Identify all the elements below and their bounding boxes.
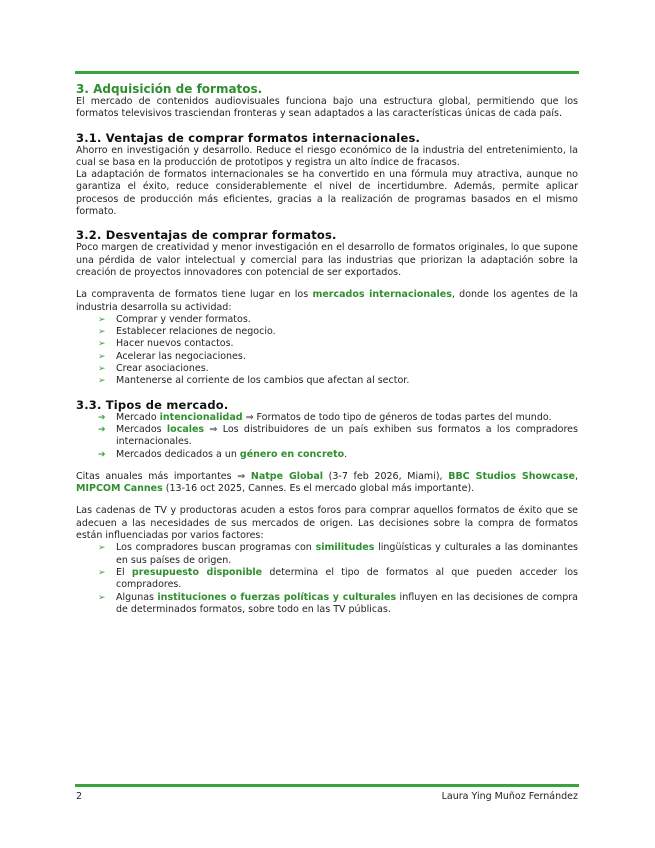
- list-item: ➢ El presupuesto disponible determina el tipo de formatos al que pueden acceder los compradores.: [98, 566, 578, 591]
- list-item: ➔ Mercados dedicados a un género en concreto.: [98, 448, 348, 460]
- section-3-3-heading: 3.3. Tipos de mercado.: [76, 397, 229, 412]
- arrow-bullet-icon: ➔: [98, 449, 106, 460]
- list-item: ➢ Algunas instituciones o fuerzas políticas y culturales influyen en las decisiones de compra de determinados formatos, sobre todo en las TV públicas.: [98, 591, 578, 615]
- chevron-bullet-icon: ➢: [98, 592, 106, 603]
- page-number: 2: [76, 791, 83, 802]
- list-item: ➢ Establecer relaciones de negocio.: [98, 326, 276, 338]
- section-3-1-paragraph-2: La adaptación de formatos internacionales se ha convertido en una fórmula muy atractiva, aunque no garantiza el éxito, reduce considerablemente el nivel de incertidumbre. Además, permite aplicar procesos de producción más eficientes, gracias a la realización de programas basados en el mismo formato.: [76, 169, 578, 218]
- list-item: ➢ Acelerar las negociaciones.: [98, 350, 246, 362]
- section-3-heading: 3. Adquisición de formatos.: [76, 82, 263, 96]
- section-3-2-paragraph-2: La compraventa de formatos tiene lugar en los mercados internacionales, donde los agentes de la industria desarrolla su actividad:: [76, 289, 578, 313]
- activities-list: [76, 314, 578, 388]
- chevron-bullet-icon: ➢: [98, 351, 106, 362]
- footer-rule: [75, 784, 579, 787]
- list-item: ➢ Mantenerse al corriente de los cambios que afectan al sector.: [98, 375, 410, 387]
- list-item: ➢ Hacer nuevos contactos.: [98, 338, 234, 350]
- list-item: ➢ Crear asociaciones.: [98, 363, 209, 375]
- chevron-bullet-icon: ➢: [98, 543, 106, 554]
- section-3-1-heading: 3.1. Ventajas de comprar formatos internacionales.: [76, 130, 421, 145]
- arrow-bullet-icon: ➔: [98, 412, 106, 423]
- section-3-2-heading: 3.2. Desventajas de comprar formatos.: [76, 228, 337, 243]
- list-item: ➔ Mercados locales ⇒ Los distribuidores de un país exhiben sus formatos a los compradores internacionales.: [98, 423, 578, 448]
- page-content: [76, 82, 578, 616]
- list-item: ➔ Mercado intencionalidad ⇒ Formatos de todo tipo de géneros de todas partes del mundo.: [98, 411, 552, 423]
- factors-list: [76, 542, 578, 616]
- chevron-bullet-icon: ➢: [98, 364, 106, 375]
- list-item: ➢ Los compradores buscan programas con similitudes lingüísticas y culturales a las dominantes en sus países de origen.: [98, 542, 579, 566]
- list-item: ➢ Comprar y vender formatos.: [98, 313, 251, 325]
- market-types-list: [76, 412, 578, 461]
- chevron-bullet-icon: ➢: [98, 327, 106, 338]
- chevron-bullet-icon: ➢: [98, 567, 106, 578]
- section-3-2-paragraph-1: Poco margen de creatividad y menor investigación en el desarrollo de formatos originales, lo que supone una pérdida de valor intelectual y comercial para las industrias que priorizan la adaptación sobre la creación de proyectos innovadores con potencial de ser exportados.: [76, 242, 578, 278]
- section-3-intro: El mercado de contenidos audiovisuales funciona bajo una estructura global, permitiendo que los formatos televisivos trasciendan fronteras y sean adaptados a las características únicas de cada país.: [76, 96, 578, 120]
- chevron-bullet-icon: ➢: [98, 376, 106, 387]
- chevron-bullet-icon: ➢: [98, 339, 106, 350]
- arrow-bullet-icon: ➔: [98, 424, 106, 435]
- highlight-mercados-internacionales: mercados internacionales: [312, 289, 452, 301]
- section-3-1-paragraph-1: Ahorro en investigación y desarrollo. Reduce el riesgo económico de la industria del entretenimiento, la cual se basa en la producción de prototipos y registra un alto índice de fracasos.: [76, 144, 578, 168]
- author-name: Laura Ying Muñoz Fernández: [441, 791, 578, 802]
- annual-events-paragraph: Citas anuales más importantes ⇒ Natpe Global (3-7 feb 2026, Miami), BBC Studios Showcase, MIPCOM Cannes (13-16 oct 2025, Cannes. Es el mercado global más importante).: [76, 470, 578, 495]
- chevron-bullet-icon: ➢: [98, 314, 106, 325]
- header-rule: [75, 71, 579, 74]
- tv-channels-paragraph: Las cadenas de TV y productoras acuden a estos foros para comprar aquellos formatos de éxito que se adecuen a las necesidades de sus mercados de origen. Las decisiones sobre la compra de formatos están influenciadas por varios factores:: [76, 505, 578, 542]
